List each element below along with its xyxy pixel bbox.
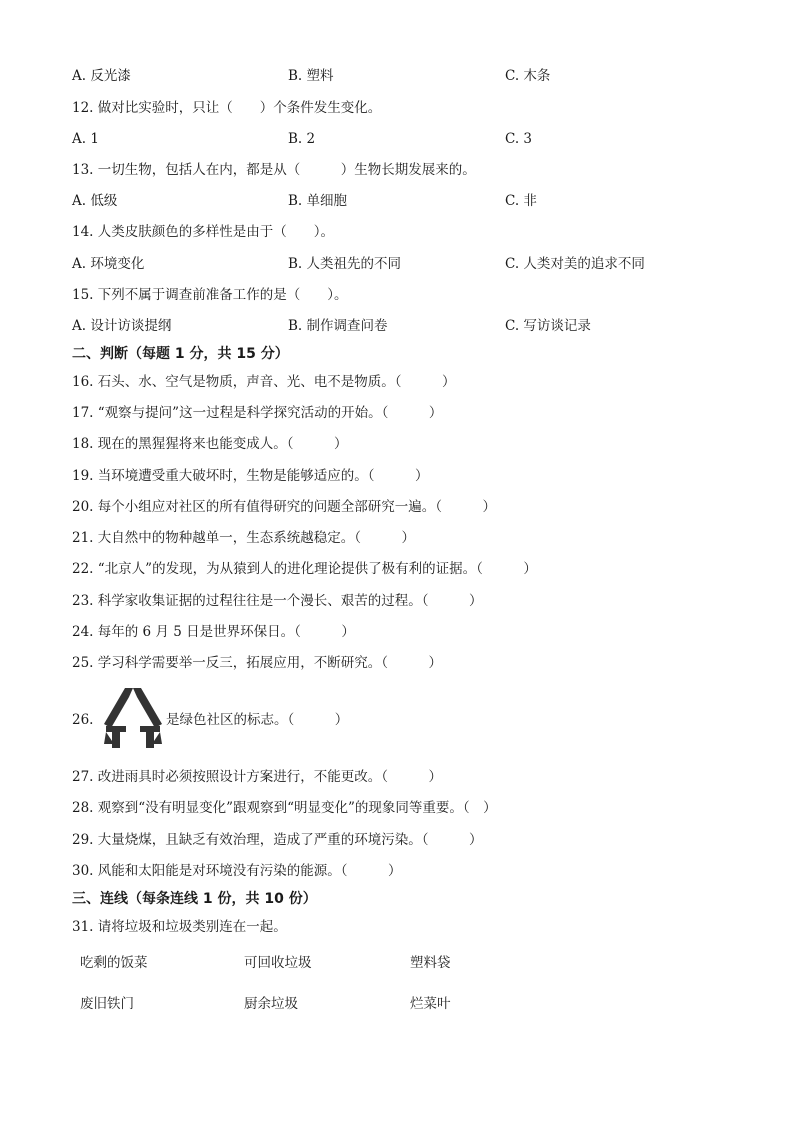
match-category-kitchen-waste: 厨余垃圾 xyxy=(244,996,298,1012)
q14-option-c: C. 人类对美的追求不同 xyxy=(505,256,645,272)
q13-option-c: C. 非 xyxy=(505,193,537,209)
judgment-25: 25. 学习科学需要举一反三，拓展应用，不断研究。（ ） xyxy=(72,655,443,671)
q14-option-b: B. 人类祖先的不同 xyxy=(288,256,402,272)
q12-option-a: A. 1 xyxy=(72,131,99,147)
q15-option-a: A. 设计访谈提纲 xyxy=(72,318,172,334)
judgment-28: 28. 观察到“没有明显变化”跟观察到“明显变化”的现象同等重要。（ ） xyxy=(72,800,497,816)
judgment-23: 23. 科学家收集证据的过程往往是一个漫长、艰苦的过程。（ ） xyxy=(72,593,483,609)
match-item-old-iron-door: 废旧铁门 xyxy=(80,996,134,1012)
judgment-27: 27. 改进雨具时必须按照设计方案进行，不能更改。（ ） xyxy=(72,769,443,785)
judgment-30: 30. 风能和太阳能是对环境没有污染的能源。（ ） xyxy=(72,863,402,879)
match-category-recyclable: 可回收垃圾 xyxy=(244,955,312,971)
judgment-22: 22. “北京人”的发现，为从猿到人的进化理论提供了极有利的证据。（ ） xyxy=(72,561,537,577)
recycle-symbol-icon xyxy=(100,686,166,752)
judgment-26-text: 是绿色社区的标志。（ ） xyxy=(166,712,349,728)
section-3-title: 三、连线（每条连线 1 份，共 10 份） xyxy=(72,891,317,907)
judgment-21: 21. 大自然中的物种越单一，生态系统越稳定。（ ） xyxy=(72,530,416,546)
q11-option-a: A. 反光漆 xyxy=(72,68,131,84)
q13-text: 13. 一切生物，包括人在内，都是从（ ）生物长期发展来的。 xyxy=(72,162,476,178)
q31-text: 31. 请将垃圾和垃圾类别连在一起。 xyxy=(72,919,287,935)
q12-option-c: C. 3 xyxy=(505,131,533,147)
q13-option-b: B. 单细胞 xyxy=(288,193,348,209)
match-item-rotten-leaves: 烂菜叶 xyxy=(410,996,451,1012)
q12-option-b: B. 2 xyxy=(288,131,316,147)
q12-text: 12. 做对比实验时，只让（ ）个条件发生变化。 xyxy=(72,100,382,116)
judgment-16: 16. 石头、水、空气是物质，声音、光、电不是物质。（ ） xyxy=(72,374,456,390)
q11-option-b: B. 塑料 xyxy=(288,68,334,84)
match-item-leftover-food: 吃剩的饭菜 xyxy=(80,955,148,971)
q14-option-a: A. 环境变化 xyxy=(72,256,145,272)
judgment-24: 24. 每年的 6 月 5 日是世界环保日。（ ） xyxy=(72,624,355,640)
q15-option-c: C. 写访谈记录 xyxy=(505,318,591,334)
q15-text: 15. 下列不属于调查前准备工作的是（ ）。 xyxy=(72,287,348,303)
judgment-17: 17. “观察与提问”这一过程是科学探究活动的开始。（ ） xyxy=(72,405,443,421)
section-2-title: 二、判断（每题 1 分，共 15 分） xyxy=(72,346,289,362)
q13-option-a: A. 低级 xyxy=(72,193,118,209)
judgment-20: 20. 每个小组应对社区的所有值得研究的问题全部研究一遍。（ ） xyxy=(72,499,497,515)
judgment-18: 18. 现在的黑猩猩将来也能变成人。（ ） xyxy=(72,436,348,452)
match-item-plastic-bag: 塑料袋 xyxy=(410,955,451,971)
q11-option-c: C. 木条 xyxy=(505,68,551,84)
judgment-19: 19. 当环境遭受重大破坏时，生物是能够适应的。（ ） xyxy=(72,468,429,484)
q15-option-b: B. 制作调查问卷 xyxy=(288,318,388,334)
q14-text: 14. 人类皮肤颜色的多样性是由于（ ）。 xyxy=(72,224,335,240)
judgment-29: 29. 大量烧煤，且缺乏有效治理，造成了严重的环境污染。（ ） xyxy=(72,832,483,848)
judgment-26-number: 26. xyxy=(72,712,94,728)
